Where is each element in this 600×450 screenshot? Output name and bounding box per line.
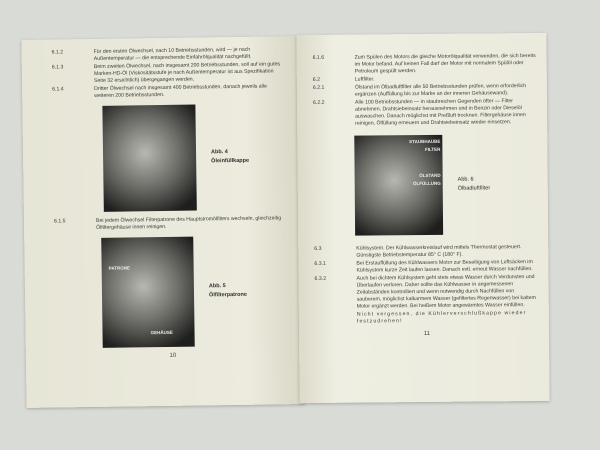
section-6-1-6	[313, 53, 537, 76]
section-6-2-2	[313, 98, 537, 128]
section-number: 6.2.2	[312, 99, 325, 106]
figure-6	[354, 134, 538, 236]
section-number: 6.2	[312, 76, 321, 83]
warning-text: Nicht vergessen, die Kühlerverschlußkappe wieder festzudrehen!	[356, 310, 527, 325]
section-number: 6.3.2	[314, 275, 327, 282]
page-number: 10	[169, 352, 177, 359]
callout-label: ÖLSTAND	[419, 172, 441, 179]
section-number: 6.1.3	[51, 64, 64, 71]
section-number: 6.1.5	[53, 218, 66, 225]
figure-5-caption	[209, 282, 247, 301]
section-text: Luftfilter.	[354, 76, 375, 83]
figure-title: Ölbadluftfilter	[457, 185, 491, 192]
figure-4	[102, 103, 287, 212]
section-text: Bei Erstauffüllung des Kühlwassers Motor zur Beseitigung von Luftsäcken im Kühlsystem kurze Zeit laufen lassen. Danach evtl. erneut Wasser nachfüllen.	[356, 259, 533, 274]
section-text: Ölstand im Ölbadluftfilter alle 50 Betriebsstunden prüfen, wenn erforderlich ergänzen (Auffüllung bis zur Marke an der inneren Gehäusewand).	[354, 83, 527, 98]
section-number: 6.3	[314, 245, 322, 252]
section-6-3	[314, 244, 538, 260]
oil-filler-cap-photo	[102, 105, 196, 212]
section-text: Kühlsystem. Der Kühlwasserkreislauf wird mittels Thermostat gesteuert. Günstigste Betriebstemperatur 85° C (180° F).	[356, 244, 522, 259]
figure-label: Abb. 4	[210, 149, 228, 156]
section-text: Auch bei dichtem Kühlsystem geht stets etwas Wasser durch Verdunsten und Überlaufen verloren. Daher sollte das Kühlwasser in angemessenen Zeitabständen kontrolliert und wenn notwendig durch Nachfüllen von sauberem, möglichst kalkarmem Wasser (gefiltertes Regenwasser) bei kaltem Motor ergänzt werden. Bei heißem Motor angewärmtes Wasser einfüllen.	[356, 274, 536, 310]
section-text: Dritter Ölwechsel nach insgesamt 400 Betriebsstunden, danach jeweils alle weiteren 200 Betriebsstunden.	[94, 83, 267, 99]
section-number: 6.3.1	[314, 260, 326, 267]
section-text: Beim zweiten Ölwechsel, nach insgesamt 200 Betriebsstunden, soll auf ein gutes Marken-HD-Öl (Viskositätsstufe je nach Außentemperatur ist aus Spezifikation Seite 32 ersichtlich) übergegangen werden.	[93, 61, 281, 84]
right-page	[296, 33, 549, 403]
oil-filter-cartridge-photo	[101, 237, 195, 348]
section-number: 6.1.6	[312, 54, 325, 61]
callout-label: FILTER	[424, 146, 441, 152]
figure-title: Ölfilterpatrone	[208, 291, 247, 299]
callout-label: STAUBHAUBE	[409, 138, 441, 145]
figure-title: Öleinfüllkappe	[211, 157, 250, 165]
figure-label: Abb. 5	[208, 283, 226, 290]
section-6-1-3	[52, 61, 286, 85]
section-number: 6.2.1	[312, 84, 325, 91]
left-page	[21, 36, 304, 408]
callout-label: PATRONE	[108, 265, 131, 271]
section-text: Zum Spülen des Motors die gleiche Motorölqualität verwenden, die sich bereits im Motor befand. Auf keinen Fall darf der Motor mit normalem Spülöl oder Petroleum gespült werden.	[354, 53, 536, 75]
page-number: 11	[423, 330, 431, 337]
section-number: 6.1.2	[51, 49, 64, 56]
section-text: Für den ersten Ölwechsel, nach 10 Betriebsstunden, wird — je nach Außentemperatur — die entsprechende Einfahrölqualität nachgefüllt.	[93, 46, 252, 62]
callout-label: GEHÄUSE	[150, 329, 173, 336]
figure-6-caption	[458, 175, 491, 193]
section-6-2-1	[313, 83, 537, 99]
section-text: Bei jedem Ölwechsel Filterpatrone des Hauptstromölfilters wechseln, gleichzeitig Ölfiltergehäuse innen reinigen.	[95, 215, 282, 231]
callout-label: ÖLFÜLLUNG	[412, 180, 441, 187]
section-6-1-4	[52, 83, 286, 100]
figure-label: Abb. 6	[457, 176, 474, 183]
section-6-1-5	[54, 215, 288, 232]
section-6-3-2	[315, 274, 539, 311]
section-6-3-1	[314, 259, 538, 275]
figure-4-caption	[211, 148, 249, 167]
section-text: Alle 100 Betriebsstunden — in staubreichen Gegenden öfter — Filter abnehmen, Drahtsiebeinsatz herausnehmen und in Benzin oder Dieselöl auswaschen. Danach möglichst mit Preßluft trocknen. Filtergehäuse innen reinigen, Ölfüllung erneuern und Drahtsiebeinsatz wieder einsetzen.	[354, 98, 526, 127]
section-number: 6.1.4	[52, 86, 64, 93]
figure-5	[101, 235, 290, 348]
oil-bath-air-filter-photo	[354, 135, 443, 236]
